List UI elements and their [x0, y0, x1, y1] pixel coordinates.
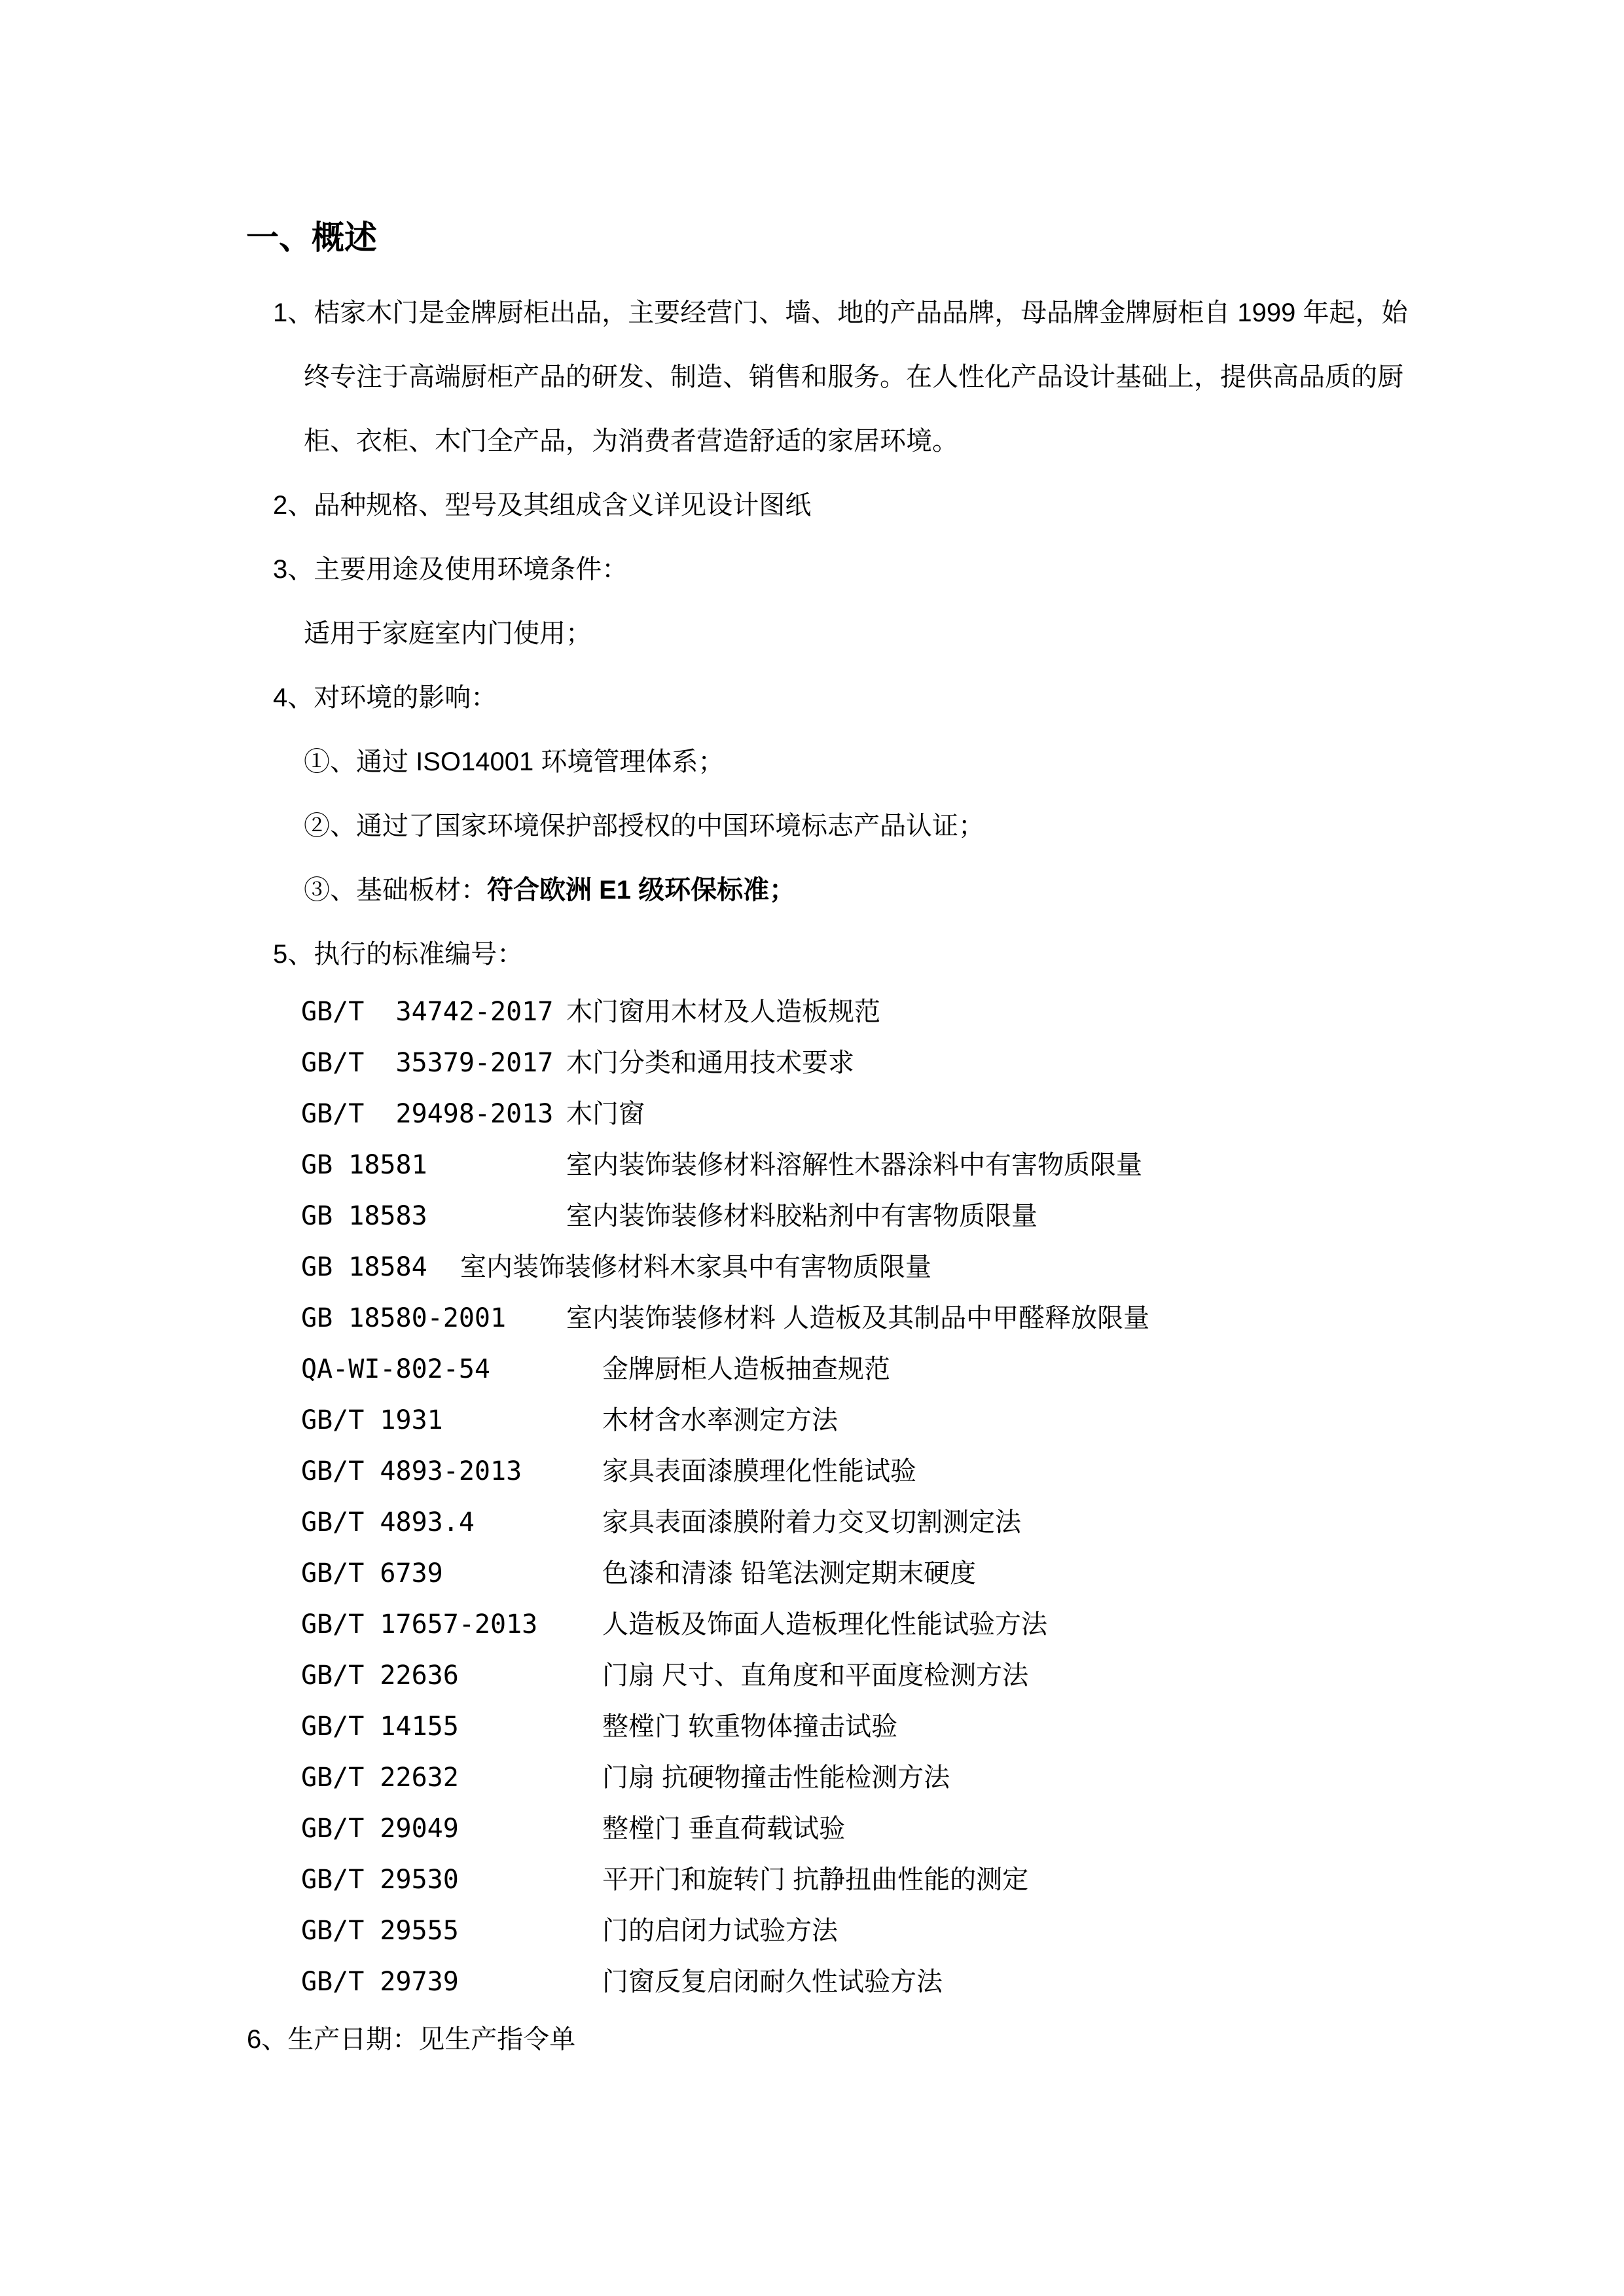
item5: 5、执行的标准编号： — [273, 940, 524, 969]
standard-title: 平开门和旋转门 抗静扭曲性能的测定 — [602, 1865, 1029, 1894]
standard-title: 门扇 抗硬物撞击性能检测方法 — [602, 1763, 950, 1792]
standard-code: GB 18580-2001 — [301, 1303, 507, 1333]
standard-row — [0, 1803, 1624, 1854]
standard-code: GB/T 35379-2017 — [301, 1048, 554, 1078]
standard-row — [0, 1548, 1624, 1599]
standard-title: 门扇 尺寸、直角度和平面度检测方法 — [602, 1661, 1029, 1690]
item1-line1: 1、桔家木门是金牌厨柜出品，主要经营门、墙、地的产品品牌，母品牌金牌厨柜自 1999 年起，始 — [273, 298, 1408, 327]
item1-line2: 终专注于高端厨柜产品的研发、制造、销售和服务。在人性化产品设计基础上，提供高品质的厨 — [304, 363, 1403, 391]
standard-title: 整樘门 软重物体撞击试验 — [602, 1712, 898, 1741]
standard-row — [0, 1242, 1624, 1293]
item3-sub: 适用于家庭室内门使用； — [304, 619, 592, 648]
standard-title: 木材含水率测定方法 — [602, 1406, 838, 1435]
standard-title: 整樘门 垂直荷载试验 — [602, 1814, 846, 1843]
standard-title: 人造板及饰面人造板理化性能试验方法 — [602, 1610, 1047, 1639]
standard-row — [0, 1599, 1624, 1650]
standard-title: 木门窗 — [566, 1100, 645, 1128]
section-heading: 一、概述 — [246, 219, 377, 256]
standard-title: 木门分类和通用技术要求 — [566, 1049, 854, 1077]
standard-title: 室内装饰装修材料 人造板及其制品中甲醛释放限量 — [566, 1304, 1150, 1333]
standard-title: 门的启闭力试验方法 — [602, 1916, 838, 1945]
standard-title: 色漆和清漆 铅笔法测定期末硬度 — [602, 1559, 977, 1588]
standard-code: GB/T 34742-2017 — [301, 997, 554, 1027]
item1-line3: 柜、衣柜、木门全产品，为消费者营造舒适的家居环境。 — [304, 427, 958, 456]
standard-code: GB/T 29555 — [301, 1916, 459, 1946]
standard-row — [0, 1650, 1624, 1701]
standard-row — [0, 1395, 1624, 1446]
standard-code: GB/T 29498-2013 — [301, 1099, 554, 1129]
item4-sub1: ①、通过 ISO14001 环境管理体系； — [304, 747, 725, 776]
standard-row — [0, 1956, 1624, 2007]
standard-row — [0, 1037, 1624, 1088]
standard-title: 家具表面漆膜理化性能试验 — [602, 1457, 916, 1486]
standard-row — [0, 1191, 1624, 1242]
standard-title: 室内装饰装修材料溶解性木器涂料中有害物质限量 — [566, 1151, 1142, 1179]
standard-title: 家具表面漆膜附着力交叉切割测定法 — [602, 1508, 1021, 1537]
item4-sub3 — [0, 858, 1624, 922]
standard-code: GB/T 29049 — [301, 1814, 459, 1844]
item4: 4、对环境的影响： — [273, 683, 497, 712]
standard-code: GB/T 1931 — [301, 1405, 443, 1435]
standard-code: QA-WI-802-54 — [301, 1354, 490, 1384]
standard-row — [0, 1752, 1624, 1803]
standard-code: GB/T 17657-2013 — [301, 1609, 538, 1640]
standard-row — [0, 1854, 1624, 1905]
standard-title: 门窗反复启闭耐久性试验方法 — [602, 1967, 943, 1996]
standard-title: 金牌厨柜人造板抽查规范 — [602, 1355, 890, 1384]
standard-row — [0, 1088, 1624, 1139]
item4-sub3-prefix: ③、基础板材： — [304, 876, 487, 905]
standards-list — [0, 986, 1624, 2007]
standard-code: GB 18584 — [301, 1252, 427, 1282]
standard-row — [0, 1905, 1624, 1956]
standard-code: GB/T 22632 — [301, 1763, 459, 1793]
standard-title: 室内装饰装修材料木家具中有害物质限量 — [460, 1253, 931, 1282]
standard-title: 木门窗用木材及人造板规范 — [566, 997, 880, 1026]
item6: 6、生产日期：见生产指令单 — [247, 2025, 576, 2054]
overview-section — [0, 281, 1624, 986]
standard-row — [0, 986, 1624, 1037]
item2: 2、品种规格、型号及其组成含义详见设计图纸 — [273, 491, 812, 520]
standard-code: GB/T 22636 — [301, 1660, 459, 1691]
standard-code: GB 18581 — [301, 1150, 427, 1180]
standard-row — [0, 1497, 1624, 1548]
item4-sub3-bold-text: 符合欧洲 E1 级环保标准； — [487, 876, 796, 905]
standard-code: GB/T 4893-2013 — [301, 1456, 522, 1486]
standard-row — [0, 1293, 1624, 1344]
item3: 3、主要用途及使用环境条件： — [273, 555, 628, 584]
item4-sub2: ②、通过了国家环境保护部授权的中国环境标志产品认证； — [304, 812, 984, 840]
standard-code: GB/T 29530 — [301, 1865, 459, 1895]
standard-row — [0, 1701, 1624, 1752]
standard-title: 室内装饰装修材料胶粘剂中有害物质限量 — [566, 1202, 1038, 1230]
production-date-section — [0, 2007, 1624, 2072]
standard-row — [0, 1344, 1624, 1395]
standard-code: GB/T 6739 — [301, 1558, 443, 1588]
standard-code: GB/T 29739 — [301, 1967, 459, 1997]
standard-code: GB/T 14155 — [301, 1712, 459, 1742]
standard-code: GB/T 4893.4 — [301, 1507, 475, 1537]
standard-row — [0, 1139, 1624, 1191]
standard-code: GB 18583 — [301, 1201, 427, 1231]
standard-row — [0, 1446, 1624, 1497]
